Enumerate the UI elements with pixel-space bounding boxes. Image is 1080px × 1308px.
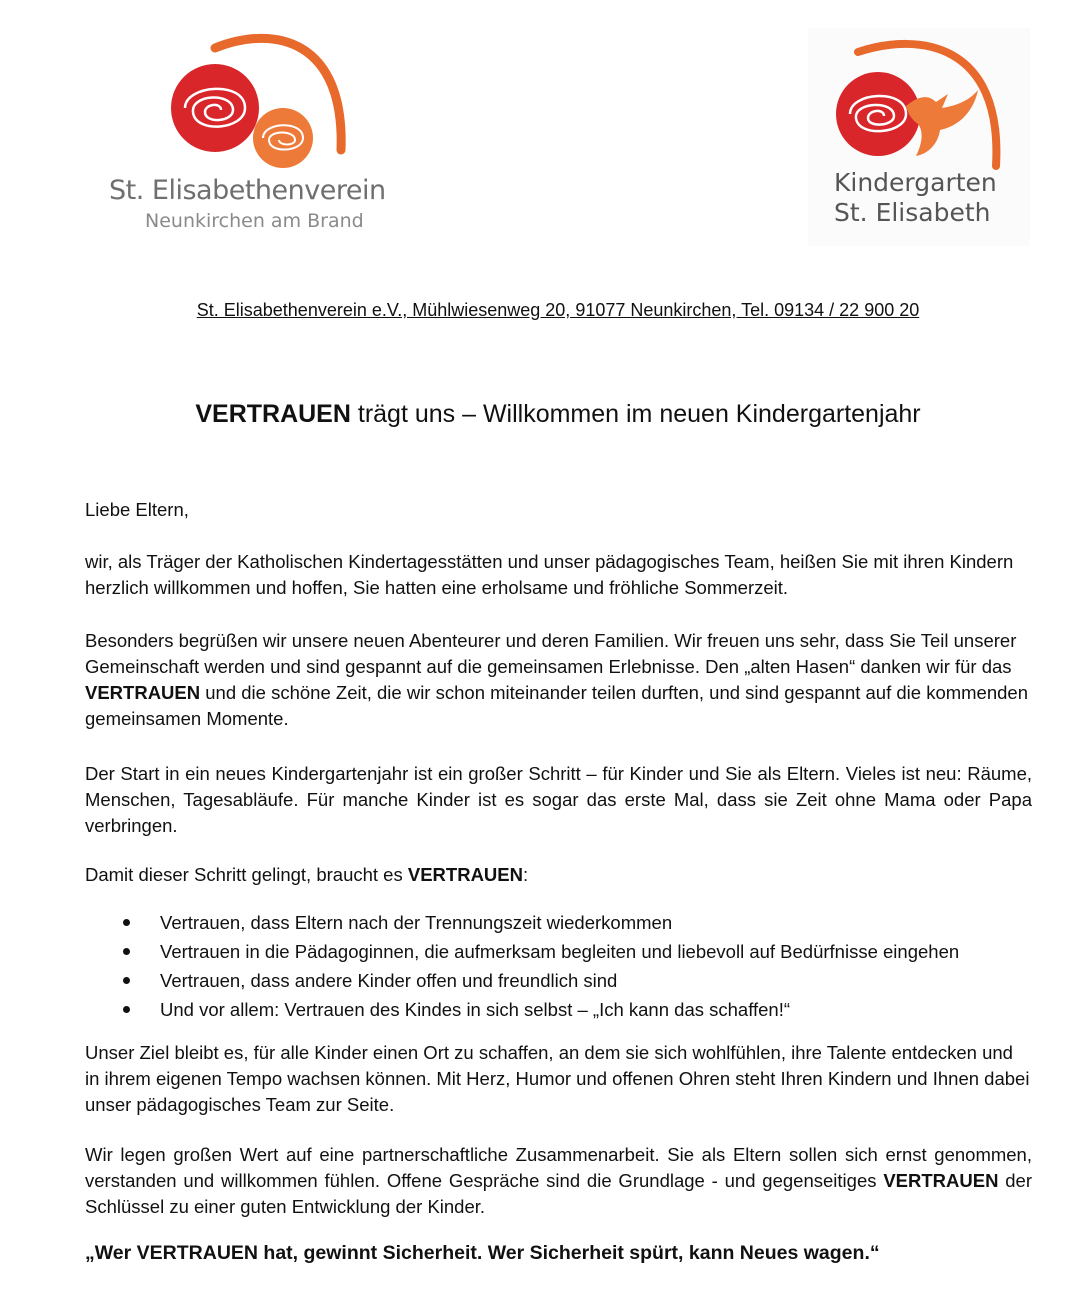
bullet-dot-icon [123,1006,130,1013]
bullet-dot-icon [123,977,130,984]
list-item [85,995,1032,1024]
para4-text-b: : [523,864,529,885]
para6-text-a: Wir legen großen Wert auf eine partnerschaftliche Zusammenarbeit. Sie als Eltern sollen sich ernst genommen, verstanden und willkommen fühlen. Offene Gespräche sind die Grundlage - und gegenseitiges [85,1144,1032,1191]
paragraph-new-families [85,628,1032,732]
kindergarten-name-line2: St. Elisabeth [834,198,991,227]
para6-bold: VERTRAUEN [883,1170,999,1191]
rose-bird-logo-icon [828,36,1008,176]
para6-text-b: der Schlüssel zu einer guten Entwicklung der Kinder. [85,1170,1032,1217]
list-item [85,966,1032,995]
closing-quote: „Wer VERTRAUEN hat, gewinnt Sicherheit. Wer Sicherheit spürt, kann Neues wagen.“ [85,1242,880,1264]
list-item [85,908,1032,937]
trust-list [85,908,1032,1024]
list-item-text: Vertrauen, dass andere Kinder offen und freundlich sind [160,970,618,991]
elisabethenverein-logo [105,30,386,240]
paragraph-start: Der Start in ein neues Kindergartenjahr ist ein großer Schritt – für Kinder und Sie als Eltern. Vieles ist neu: Räume, Menschen, Tagesabläufe. Für manche Kinder ist es sogar das erste Mal, dass sie Zeit ohne Mama oder Papa verbringen. [85,763,1032,836]
org-name: St. Elisabethenverein [109,175,386,206]
para2-text-a: Besonders begrüßen wir unsere neuen Abenteurer und deren Familien. Wir freuen uns sehr, dass Sie Teil unserer Gemeinschaft werden und sind gespannt auf die gemeinsamen Erlebnisse. Den „alten Hasen“ danken wir für das [85,630,1017,677]
roses-logo-icon [145,30,355,170]
bullet-dot-icon [123,919,130,926]
list-item-text: Vertrauen in die Pädagoginnen, die aufmerksam begleiten und liebevoll auf Bedürfnisse eingehen [160,941,960,962]
para4-text-a: Damit dieser Schritt gelingt, braucht es [85,864,408,885]
org-location: Neunkirchen am Brand [145,210,364,232]
list-item-text: Und vor allem: Vertrauen des Kindes in sich selbst – „Ich kann das schaffen!“ [160,999,791,1020]
salutation: Liebe Eltern, [85,499,189,520]
paragraph-welcome: wir, als Träger der Katholischen Kindertagesstätten und unser pädagogisches Team, heißen Sie mit ihren Kindern herzlich willkommen und hoffen, Sie hatten eine erholsame und fröhliche Sommerzeit. [85,551,1014,598]
headline-bold: VERTRAUEN [195,400,351,428]
bullet-dot-icon [123,948,130,955]
paragraph-trust-intro [85,862,1032,888]
list-item-text: Vertrauen, dass Eltern nach der Trennungszeit wiederkommen [160,912,673,933]
address-line: St. Elisabethenverein e.V., Mühlwiesenweg 20, 91077 Neunkirchen, Tel. 09134 / 22 900 20 [196,300,920,320]
page-title [0,400,1080,429]
kindergarten-name-line1: Kindergarten [834,168,997,197]
para4-bold: VERTRAUEN [407,864,523,885]
para2-text-b: und die schöne Zeit, die wir schon miteinander teilen durften, und sind gespannt auf die kommenden gemeinsamen Momente. [85,682,1028,729]
paragraph-goal: Unser Ziel bleibt es, für alle Kinder einen Ort zu schaffen, an dem sie sich wohlfühlen, ihre Talente entdecken und in ihrem eigenen Tempo wachsen können. Mit Herz, Humor und offenen Ohren steht Ihren Kindern und Ihnen dabei unser pädagogisches Team zur Seite. [85,1042,1030,1115]
paragraph-partnership [85,1142,1032,1220]
kindergarten-logo [808,28,1030,246]
para2-bold: VERTRAUEN [85,682,201,703]
headline-rest: trägt uns – Willkommen im neuen Kindergartenjahr [350,400,921,428]
list-item [85,937,1032,966]
